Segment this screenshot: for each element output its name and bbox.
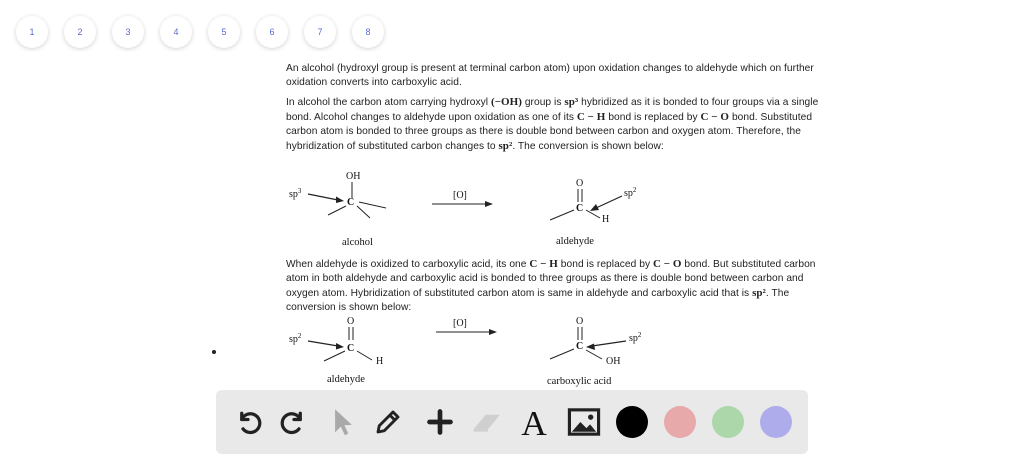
image-icon[interactable] [566,404,602,440]
reagent-label: [O] [453,318,467,329]
reaction-scheme-aldehyde-to-acid [286,314,686,388]
sp2-label: sp² [752,287,766,299]
text-segment: In alcohol the carbon atom carrying hydroxyl [286,97,489,108]
page-tab-5[interactable]: 5 [208,16,240,48]
reaction-scheme-alcohol-to-aldehyde [286,170,686,250]
alcohol-caption: alcohol [342,237,373,248]
pencil-icon[interactable] [370,404,406,440]
text-segment: bond. But substituted carbon atom in both aldehyde and carboxylic acid is bonded to three groups as there is double bond between carbon and oxygen atom. Hybridization of substituted carbon atom is same in aldehyde and carboxylic acid that is [286,259,816,299]
text-segment: group is [524,97,562,108]
hydroxyl-formula: (−OH) [490,96,522,108]
pointer-icon[interactable] [324,404,360,440]
page-tabs [16,16,384,48]
oh-label: OH [346,171,361,182]
redo-icon[interactable] [276,404,312,440]
oxygen-label: O [576,178,584,189]
plus-icon[interactable] [422,404,458,440]
stray-dot [212,350,216,354]
text-segment: . The conversion is shown below: [512,141,664,152]
carbon-label: C [576,341,584,352]
oxygen-label: O [576,316,584,327]
color-swatch-red[interactable] [664,406,696,438]
sp2-label: sp² [498,140,513,152]
hydrogen-label: H [376,356,384,367]
page-tab-6[interactable]: 6 [256,16,288,48]
oxygen-label: O [347,316,355,327]
aldehyde-caption: aldehyde [556,236,594,247]
text-segment: hybridized as it is bonded to four groups via a single bond. Alcohol changes to aldehyde upon oxidation as one of its [286,97,819,123]
ch-bond-label: C − H [529,258,558,270]
carboxylic-acid-caption: carboxylic acid [547,376,612,387]
co-bond-label: C − O [653,258,682,270]
page-tab-1[interactable]: 1 [16,16,48,48]
ch-bond-label: C − H [576,111,606,123]
sp3-label: $sp^3$ [289,187,302,200]
aldehyde-caption: aldehyde [327,374,365,385]
page-tab-2[interactable]: 2 [64,16,96,48]
paragraph-intro: An alcohol (hydroxyl group is present at terminal carbon atom) upon oxidation changes to aldehyde which on further oxidation converts into carboxylic acid. [286,63,814,88]
carbon-label: C [347,197,355,208]
paragraph-aldehyde-oxidation [286,257,822,315]
carbon-label: C [576,203,584,214]
sp3-label: sp³ [564,96,579,108]
carbon-label: C [347,343,355,354]
text-segment: . The conversion is shown below: [286,288,790,313]
hydroxyl-label: OH [606,356,621,367]
page-tab-7[interactable]: 7 [304,16,336,48]
text-segment: When aldehyde is oxidized to carboxylic acid, its one [286,259,527,270]
color-swatch-purple[interactable] [760,406,792,438]
sp2-label: $sp^2$ [289,332,302,345]
text-segment: bond is replaced by [560,259,651,270]
reagent-label: [O] [453,190,467,201]
paragraph-alcohol-hybridization [286,95,822,154]
text-icon[interactable] [516,404,552,440]
color-swatch-black[interactable] [616,406,648,438]
svg-text:A: A [521,405,547,439]
text-segment: bond. Substituted carbon atom is bonded to three groups as there is double bond between carbon and oxygen atom. Therefore, the hybridization of substituted carbon changes to [286,112,813,152]
eraser-icon[interactable] [470,404,506,440]
page-tab-8[interactable]: 8 [352,16,384,48]
undo-icon[interactable] [230,404,266,440]
co-bond-label: C − O [700,111,730,123]
drawing-toolbar [216,390,808,454]
color-swatch-green[interactable] [712,406,744,438]
page-tab-3[interactable]: 3 [112,16,144,48]
text-segment: bond is replaced by [608,112,698,123]
sp2-label: $sp^2$ [629,331,642,344]
hydrogen-label: H [602,214,610,225]
sp2-label: $sp^2$ [624,186,637,199]
page-tab-4[interactable]: 4 [160,16,192,48]
